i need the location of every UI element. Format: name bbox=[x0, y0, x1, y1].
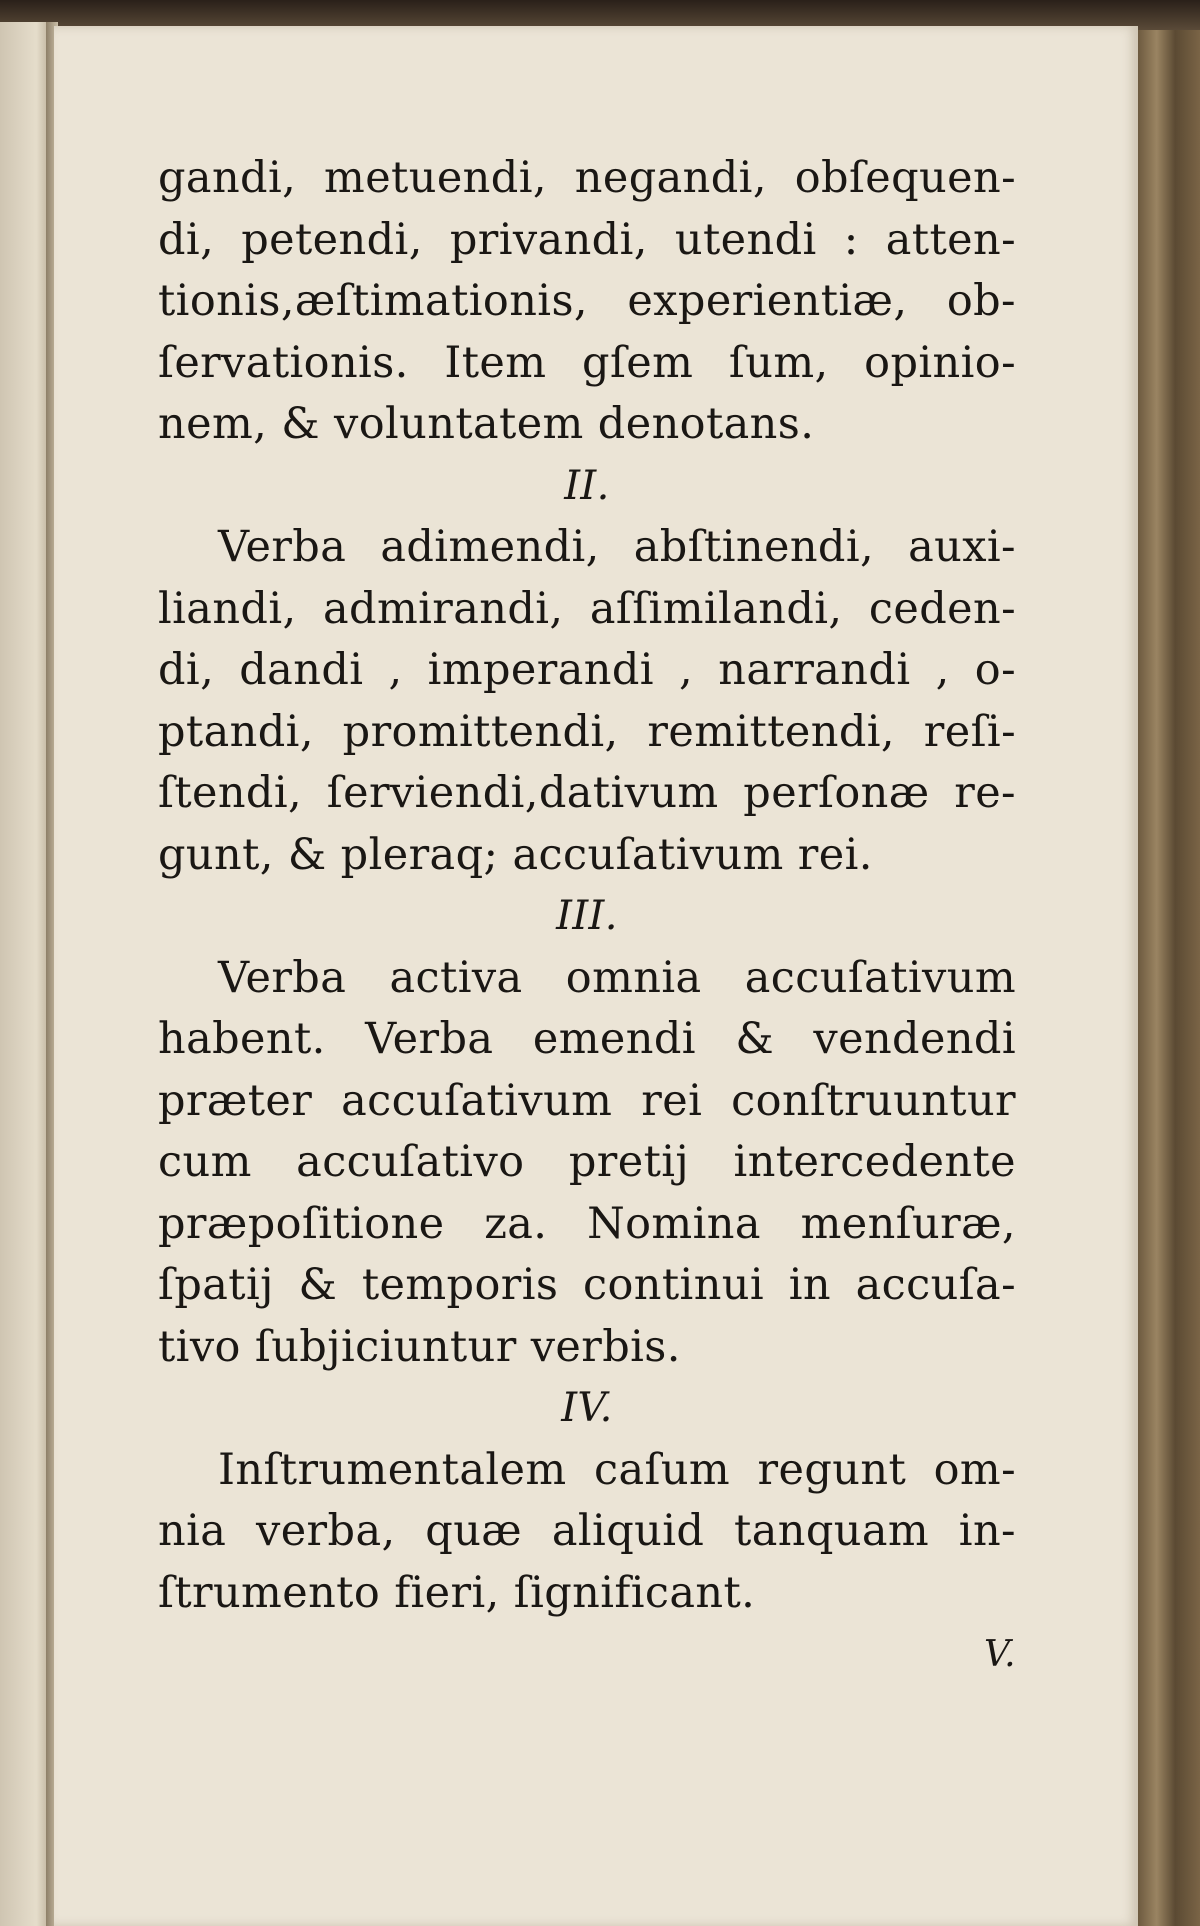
text-line: præter accuſativum rei conſtruuntur bbox=[158, 1075, 1016, 1126]
text-line: di, dandi , imperandi , narrandi , o- bbox=[158, 645, 1016, 695]
text-line: nem, & voluntatem denotans. bbox=[158, 399, 815, 449]
catchword: V. bbox=[984, 1634, 1016, 1675]
text-line: cum accuſativo pretij intercedente bbox=[158, 1137, 1016, 1187]
text-line: tivo ſubjiciuntur verbis. bbox=[158, 1321, 681, 1372]
text-line: ſpatij & temporis continui in accuſa- bbox=[158, 1260, 1016, 1310]
text-line: præpoſitione za. Nomina menſuræ, bbox=[158, 1198, 1016, 1249]
text-line: liandi, admirandi, aſſimilandi, ceden- bbox=[158, 583, 1016, 634]
facing-page-edge bbox=[0, 22, 52, 1926]
text-line: ſtrumento fieri, ſignificant. bbox=[158, 1567, 756, 1618]
text-line: Inſtrumentalem caſum regunt om- bbox=[218, 1444, 1016, 1495]
text-line: di, petendi, privandi, utendi : atten- bbox=[158, 214, 1016, 265]
text-line: Verba adimendi, abſtinendi, auxi- bbox=[218, 522, 1016, 572]
section-heading-2: II. bbox=[564, 462, 610, 509]
section-heading-3: III. bbox=[556, 893, 618, 939]
page-text-block bbox=[158, 148, 1016, 1686]
text-line: gandi, metuendi, negandi, obſequen- bbox=[158, 153, 1016, 203]
section-heading-4: IV. bbox=[561, 1385, 613, 1431]
text-line: Verba activa omnia accuſativum bbox=[218, 952, 1016, 1003]
text-line: gunt, & pleraq; accuſativum rei. bbox=[158, 829, 873, 880]
text-line: ptandi, promittendi, remittendi, reſi- bbox=[158, 706, 1016, 757]
text-line: habent. Verba emendi & vendendi bbox=[158, 1014, 1016, 1064]
text-line: ſervationis. Item gſem ſum, opinio- bbox=[158, 337, 1016, 388]
text-line: nia verba, quæ aliquid tanquam in- bbox=[158, 1506, 1016, 1556]
book-cover-edge bbox=[1138, 30, 1200, 1926]
text-line: tionis,æſtimationis, experientiæ, ob- bbox=[158, 276, 1016, 326]
text-line: ſtendi, ſerviendi,dativum perſonæ re- bbox=[158, 768, 1016, 818]
